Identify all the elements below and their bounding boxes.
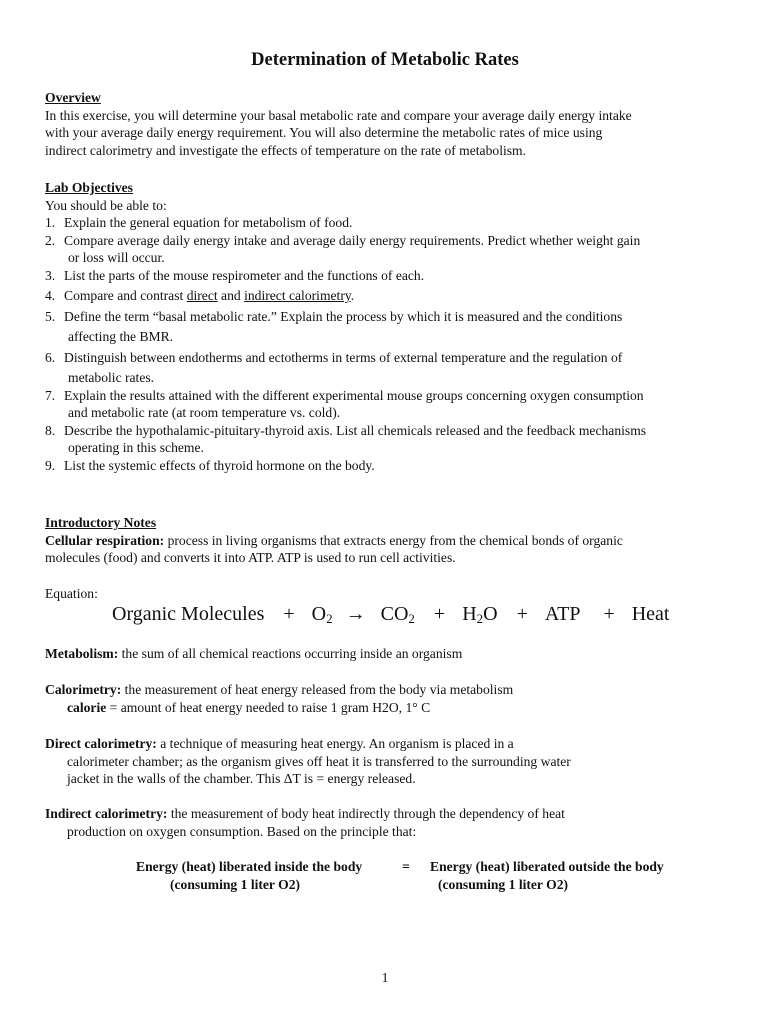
intro-notes-heading: Introductory Notes xyxy=(45,515,157,530)
equation-atp: ATP xyxy=(544,603,581,625)
objective-item xyxy=(45,308,735,346)
term-indirect-calorimetry: indirect calorimetry xyxy=(244,288,351,303)
objectives-heading: Lab Objectives xyxy=(45,180,133,195)
objective-number: 1. xyxy=(45,215,56,230)
definition-text: calorimeter chamber; as the organism gives off heat it is transferred to the surrounding water xyxy=(67,753,571,769)
objective-text: List the parts of the mouse respirometer and the functions of each. xyxy=(64,267,425,283)
equation-o: O xyxy=(311,603,327,625)
objectives-intro: You should be able to: xyxy=(45,197,167,213)
term-direct-calorimetry: Direct calorimetry: xyxy=(45,736,157,751)
definition-text: process in living organisms that extracts energy from the chemical bonds of organic xyxy=(164,532,623,548)
objective-text: affecting the BMR. xyxy=(68,329,174,344)
objective-text: metabolic rates. xyxy=(68,370,155,385)
objective-text: and metabolic rate (at room temperature vs. cold). xyxy=(68,405,341,420)
term-indirect-calorimetry: Indirect calorimetry: xyxy=(45,806,168,821)
metabolism-equation xyxy=(112,600,732,628)
objective-text: Explain the general equation for metabolism of food. xyxy=(64,215,353,230)
objective-item xyxy=(45,287,735,305)
objective-item xyxy=(45,214,735,232)
definition-text: a technique of measuring heat energy. An organism is placed in a xyxy=(156,736,514,751)
objective-number: 3. xyxy=(45,267,56,283)
cellular-respiration-definition xyxy=(45,532,735,550)
objective-number: 9. xyxy=(45,457,56,473)
objective-item xyxy=(45,349,735,387)
objective-number: 4. xyxy=(45,288,56,303)
objective-number: 8. xyxy=(45,422,56,438)
equation-h2o xyxy=(462,600,497,628)
objective-number: 7. xyxy=(45,387,56,403)
objective-number: 5. xyxy=(45,308,56,324)
energy-inside-body xyxy=(136,858,362,894)
objective-item xyxy=(45,267,735,285)
definition-text: = amount of heat energy needed to raise 1 gram H2O, 1° C xyxy=(106,699,431,715)
equation-label: Equation: xyxy=(45,586,98,601)
overview-heading: Overview xyxy=(45,90,101,105)
objective-text: and xyxy=(217,288,245,303)
equation-plus: + xyxy=(433,603,446,625)
objective-number: 2. xyxy=(45,232,56,248)
objective-item xyxy=(45,457,735,475)
objective-item xyxy=(45,422,735,457)
energy-left-line: Energy (heat) liberated inside the body xyxy=(136,859,363,874)
page-title: Determination of Metabolic Rates xyxy=(251,50,519,70)
equation-co: CO xyxy=(380,603,409,625)
equation-subscript: 2 xyxy=(476,611,484,626)
objective-number: 6. xyxy=(45,349,56,365)
term-direct: direct xyxy=(186,288,218,303)
equation-co2 xyxy=(381,600,415,628)
term-calorimetry: Calorimetry: xyxy=(45,682,122,697)
equation-subscript: 2 xyxy=(326,611,333,626)
arrow-right-icon: → xyxy=(345,603,366,625)
equation-plus: + xyxy=(603,603,615,625)
equation-plus: + xyxy=(283,603,295,625)
introductory-notes-section xyxy=(45,514,735,567)
objectives-section xyxy=(45,179,735,474)
objective-text: Compare average daily energy intake and average daily energy requirements. Predict whether weight gain xyxy=(64,232,641,248)
equation-heat: Heat xyxy=(631,603,670,625)
equation-o-rest: O xyxy=(483,603,498,625)
equation-subscript: 2 xyxy=(408,611,415,626)
term-calorie: calorie xyxy=(67,699,107,715)
objective-text: . xyxy=(350,288,355,303)
objective-text: List the systemic effects of thyroid hormone on the body. xyxy=(64,457,375,473)
calorimetry-definition xyxy=(45,681,735,716)
objective-item xyxy=(45,232,735,267)
equation-h: H xyxy=(462,603,477,625)
objective-text: operating in this scheme. xyxy=(68,440,204,455)
objective-text: or loss will occur. xyxy=(68,250,165,265)
definition-text: molecules (food) and converts it into ATP. ATP is used to run cell activities. xyxy=(45,550,456,565)
energy-right-line: Energy (heat) liberated outside the body xyxy=(430,859,664,874)
overview-section xyxy=(45,89,735,159)
page-number: 1 xyxy=(381,970,389,985)
overview-line: with your average daily energy requirement. You will also determine the metabolic rates of mice using xyxy=(45,125,603,140)
definition-text: production on oxygen consumption. Based on the principle that: xyxy=(67,823,417,839)
objective-text: Distinguish between endotherms and ectotherms in terms of external temperature and the regulation of xyxy=(64,349,623,365)
energy-left-line: (consuming 1 liter O2) xyxy=(170,877,301,892)
energy-right-line: (consuming 1 liter O2) xyxy=(438,877,569,892)
objective-text: Explain the results attained with the different experimental mouse groups concerning oxygen consumption xyxy=(64,387,644,403)
definition-text: the sum of all chemical reactions occurring inside an organism xyxy=(118,646,463,661)
objective-text: Describe the hypothalamic-pituitary-thyroid axis. List all chemicals released and the feedback mechanisms xyxy=(64,422,647,438)
objective-item xyxy=(45,387,735,422)
energy-outside-body xyxy=(430,858,664,894)
overview-line: indirect calorimetry and investigate the effects of temperature on the rate of metabolism. xyxy=(45,142,527,158)
equation-o2 xyxy=(312,600,333,628)
objective-text: Compare and contrast xyxy=(64,288,187,303)
equation-plus: + xyxy=(516,603,528,625)
metabolism-definition xyxy=(45,645,735,663)
term-cellular-respiration: Cellular respiration: xyxy=(45,532,165,548)
direct-calorimetry-definition xyxy=(45,735,735,788)
term-metabolism: Metabolism: xyxy=(45,646,119,661)
indirect-calorimetry-definition xyxy=(45,805,735,840)
objective-text: Define the term “basal metabolic rate.” Explain the process by which it is measured and the conditions xyxy=(64,308,623,324)
equation-organic-molecules: Organic Molecules xyxy=(112,603,265,625)
definition-text: jacket in the walls of the chamber. This ΔT is = energy released. xyxy=(67,771,416,786)
definition-text: the measurement of body heat indirectly through the dependency of heat xyxy=(167,806,565,821)
energy-equals-sign: = xyxy=(402,859,410,874)
overview-line: In this exercise, you will determine your basal metabolic rate and compare your average daily energy intake xyxy=(45,107,632,123)
definition-text: the measurement of heat energy released from the body via metabolism xyxy=(121,682,514,697)
